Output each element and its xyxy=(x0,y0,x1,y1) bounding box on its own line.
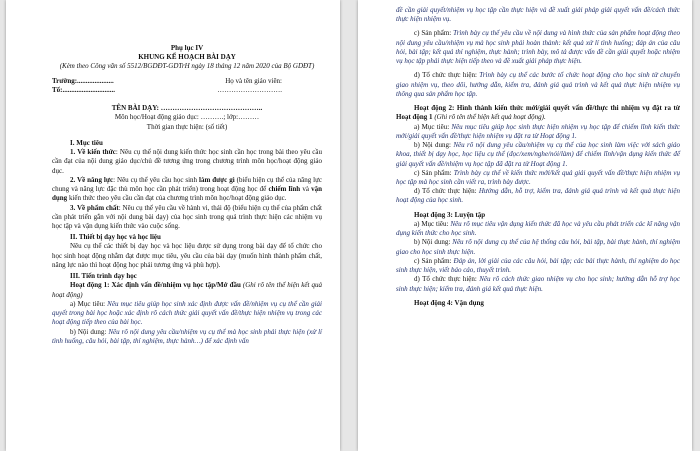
document-note: (Kèm theo Công văn số 5512/BGDĐT-GDTrH ngày 18 tháng 12 năm 2020 của Bộ GDĐT) xyxy=(59,62,315,71)
activity-1-content: b) Nội dung: Nêu rõ nội dung yêu cầu/nhiệm vụ cụ thể mà học sinh phải thực hiện (xử lí tình huống, câu hỏi, bài tập, thí nghiệm, thực hành…) để xác định vấn xyxy=(52,327,322,345)
section-equipment-body: Nêu cụ thể các thiết bị dạy học và học liệu được sử dụng trong bài dạy để tổ chức cho học sinh hoạt động nhằm đạt được mục tiêu, yêu cầu của bài dạy (muốn hình thành phẩm chất, năng lực nào thì hoạt động học phải tương ứng và phù hợp). xyxy=(52,242,322,269)
teacher-name-label: Họ và tên giáo viên: xyxy=(225,76,282,85)
activity-2-heading: Hoạt động 2: Hình thành kiến thức mới/giải quyết vấn đề/thực thi nhiệm vụ đặt ra từ Hoạt động 1 (Ghi rõ tên thể hiện kết quả hoạt động). xyxy=(396,104,680,122)
time-line: Thời gian thực hiện: (số tiết) xyxy=(146,122,228,131)
activity-2-product: c) Sản phẩm: Trình bày cụ thể về kiến thức mới/kết quả giải quyết vấn đề/thực hiện nhiệm vụ học tập mà học sinh cần viết ra, trình bày được. xyxy=(396,168,680,186)
activity-3-objective: a) Mục tiêu: Nêu rõ mục tiêu vận dụng kiến thức đã học và yêu cầu phát triển các kĩ năng vận dụng kiến thức cho học sinh. xyxy=(396,219,680,238)
team-field: Tổ:.............................. xyxy=(52,85,115,94)
objective-quality: 3. Về phẩm chất: Nêu cụ thể yêu cầu về hành vi, thái độ (biểu hiện cụ thể của phẩm chất cần phát triển gắn với nội dung bài dạy) của học sinh trong quá trình thực hiện các nhiệm vụ học tập và vận dụng kiến thức vào cuộc sống. xyxy=(52,203,322,230)
activity-3-product: c) Sản phẩm: Đáp án, lời giải của các câu hỏi, bài tập; các bài thực hành, thí nghiệm do học sinh thực hiện, viết báo cáo, thuyết trình. xyxy=(396,256,680,275)
activity-1-content-continued: đề cần giải quyết/nhiệm vụ học tập cần thực hiện và đề xuất giải pháp giải quyết vấn đề/cách thức thực hiện nhiệm vụ. xyxy=(396,6,680,24)
lesson-name: TÊN BÀI DẠY: …………………………………….. xyxy=(111,104,263,113)
teacher-name-dots: ………………………. xyxy=(217,85,282,94)
activity-2-content: b) Nội dung: Nêu rõ nội dung yêu cầu/nhiệm vụ cụ thể của học sinh làm việc với sách giáo khoa, thiết bị dạy học, học liệu cụ thể (đọc/xem/nghe/nói/làm) để chiếm lĩnh/vận dụng kiến thức để giải quyết vấn đề/nhiệm vụ học tập đã đặt ra từ Hoạt động 1. xyxy=(396,141,680,168)
document-title: KHUNG KẾ HOẠCH BÀI DẠY xyxy=(138,53,236,62)
activity-2-objective: a) Mục tiêu: Nêu mục tiêu giúp học sinh thực hiện nhiệm vụ học tập để chiếm lĩnh kiến thức mới/giải quyết vấn đề/thực hiện nhiệm vụ đặt ra từ Hoạt động 1. xyxy=(396,122,680,140)
section-process-heading: III. Tiến trình dạy học xyxy=(70,272,137,281)
activity-1-product: c) Sản phẩm: Trình bày cụ thể yêu cầu về nội dung và hình thức của sản phẩm hoạt động theo nội dung yêu cầu/nhiệm vụ mà học sinh phải hoàn thành: kết quả xử lí tình huống; đáp án của câu hỏi, bài tập; kết quả thí nghiệm, thực hành; trình bày, mô tả được vấn đề cần giải quyết hoặc nhiệm vụ học tập phải thực hiện tiếp theo và đề xuất giải pháp thực hiện. xyxy=(396,29,680,66)
activity-3-heading: Hoạt động 3: Luyện tập xyxy=(414,210,486,219)
header-row-2 xyxy=(52,86,322,95)
objective-knowledge: 1. Về kiến thức: Nêu cụ thể nội dung kiến thức học sinh cần học trong bài theo yêu cầu cần đạt của nội dung giáo dục/chủ đề tương ứng trong chương trình môn học/hoạt động giáo dục. xyxy=(52,148,323,175)
school-field: Trường:..................... xyxy=(52,76,114,85)
subject-line: Môn học/Hoạt động giáo dục: ……….; lớp:……… xyxy=(114,113,260,122)
document-page-left xyxy=(6,0,340,451)
activity-2-organization: d) Tổ chức thực hiện: Hướng dẫn, hỗ trợ, kiểm tra, đánh giá quá trình và kết quả thực hiện hoạt động của học sinh. xyxy=(396,187,680,205)
activity-3-content: b) Nội dung: Nêu rõ nội dung cụ thể của hệ thống câu hỏi, bài tập, bài thực hành, thí nghiệm giao cho học sinh thực hiện. xyxy=(396,238,681,256)
header-row-1 xyxy=(52,77,322,86)
activity-1-objective: a) Mục tiêu: Nêu mục tiêu giúp học sinh xác định được vấn đề/nhiệm vụ cụ thể cần giải quyết trong bài học hoặc xác định rõ cách thức giải quyết vấn đề/thực hiện nhiệm vụ trong các hoạt động tiếp theo của bài học. xyxy=(52,299,322,327)
document-page-right xyxy=(358,0,692,451)
section-objectives-heading: I. Mục tiêu xyxy=(70,138,103,147)
objective-competence: 2. Về năng lực: Nêu cụ thể yêu cầu học sinh làm được gì (biểu hiện cụ thể của năng lực chung và năng lực đặc thù môn học cần phát triển) trong hoạt động học để chiếm lĩnh và vận dụng kiến thức theo yêu cầu cần đạt của chương trình môn học/hoạt động giáo dục. xyxy=(52,175,323,203)
activity-4-heading: Hoạt động 4: Vận dụng xyxy=(414,298,484,307)
activity-3-organization: d) Tổ chức thực hiện: Nêu rõ cách thức giao nhiệm vụ cho học sinh; hướng dẫn hỗ trợ học sinh thực hiện; kiểm tra, đánh giá kết quả thực hiện. xyxy=(396,275,680,293)
activity-1-heading: Hoạt động 1: Xác định vấn đề/nhiệm vụ học tập/Mở đầu (Ghi rõ tên thể hiện kết quả hoạt động) xyxy=(52,281,322,299)
activity-1-organization: d) Tổ chức thực hiện: Trình bày cụ thể các bước tổ chức hoạt động cho học sinh từ chuyển giao nhiệm vụ, theo dõi, hướng dẫn, kiểm tra, đánh giá quá trình và kết quả thực hiện nhiệm vụ thông qua sản phẩm học tập. xyxy=(396,71,680,98)
appendix-label: Phụ lục IV xyxy=(170,44,204,52)
section-equipment-heading: II. Thiết bị dạy học và học liệu xyxy=(70,233,161,242)
